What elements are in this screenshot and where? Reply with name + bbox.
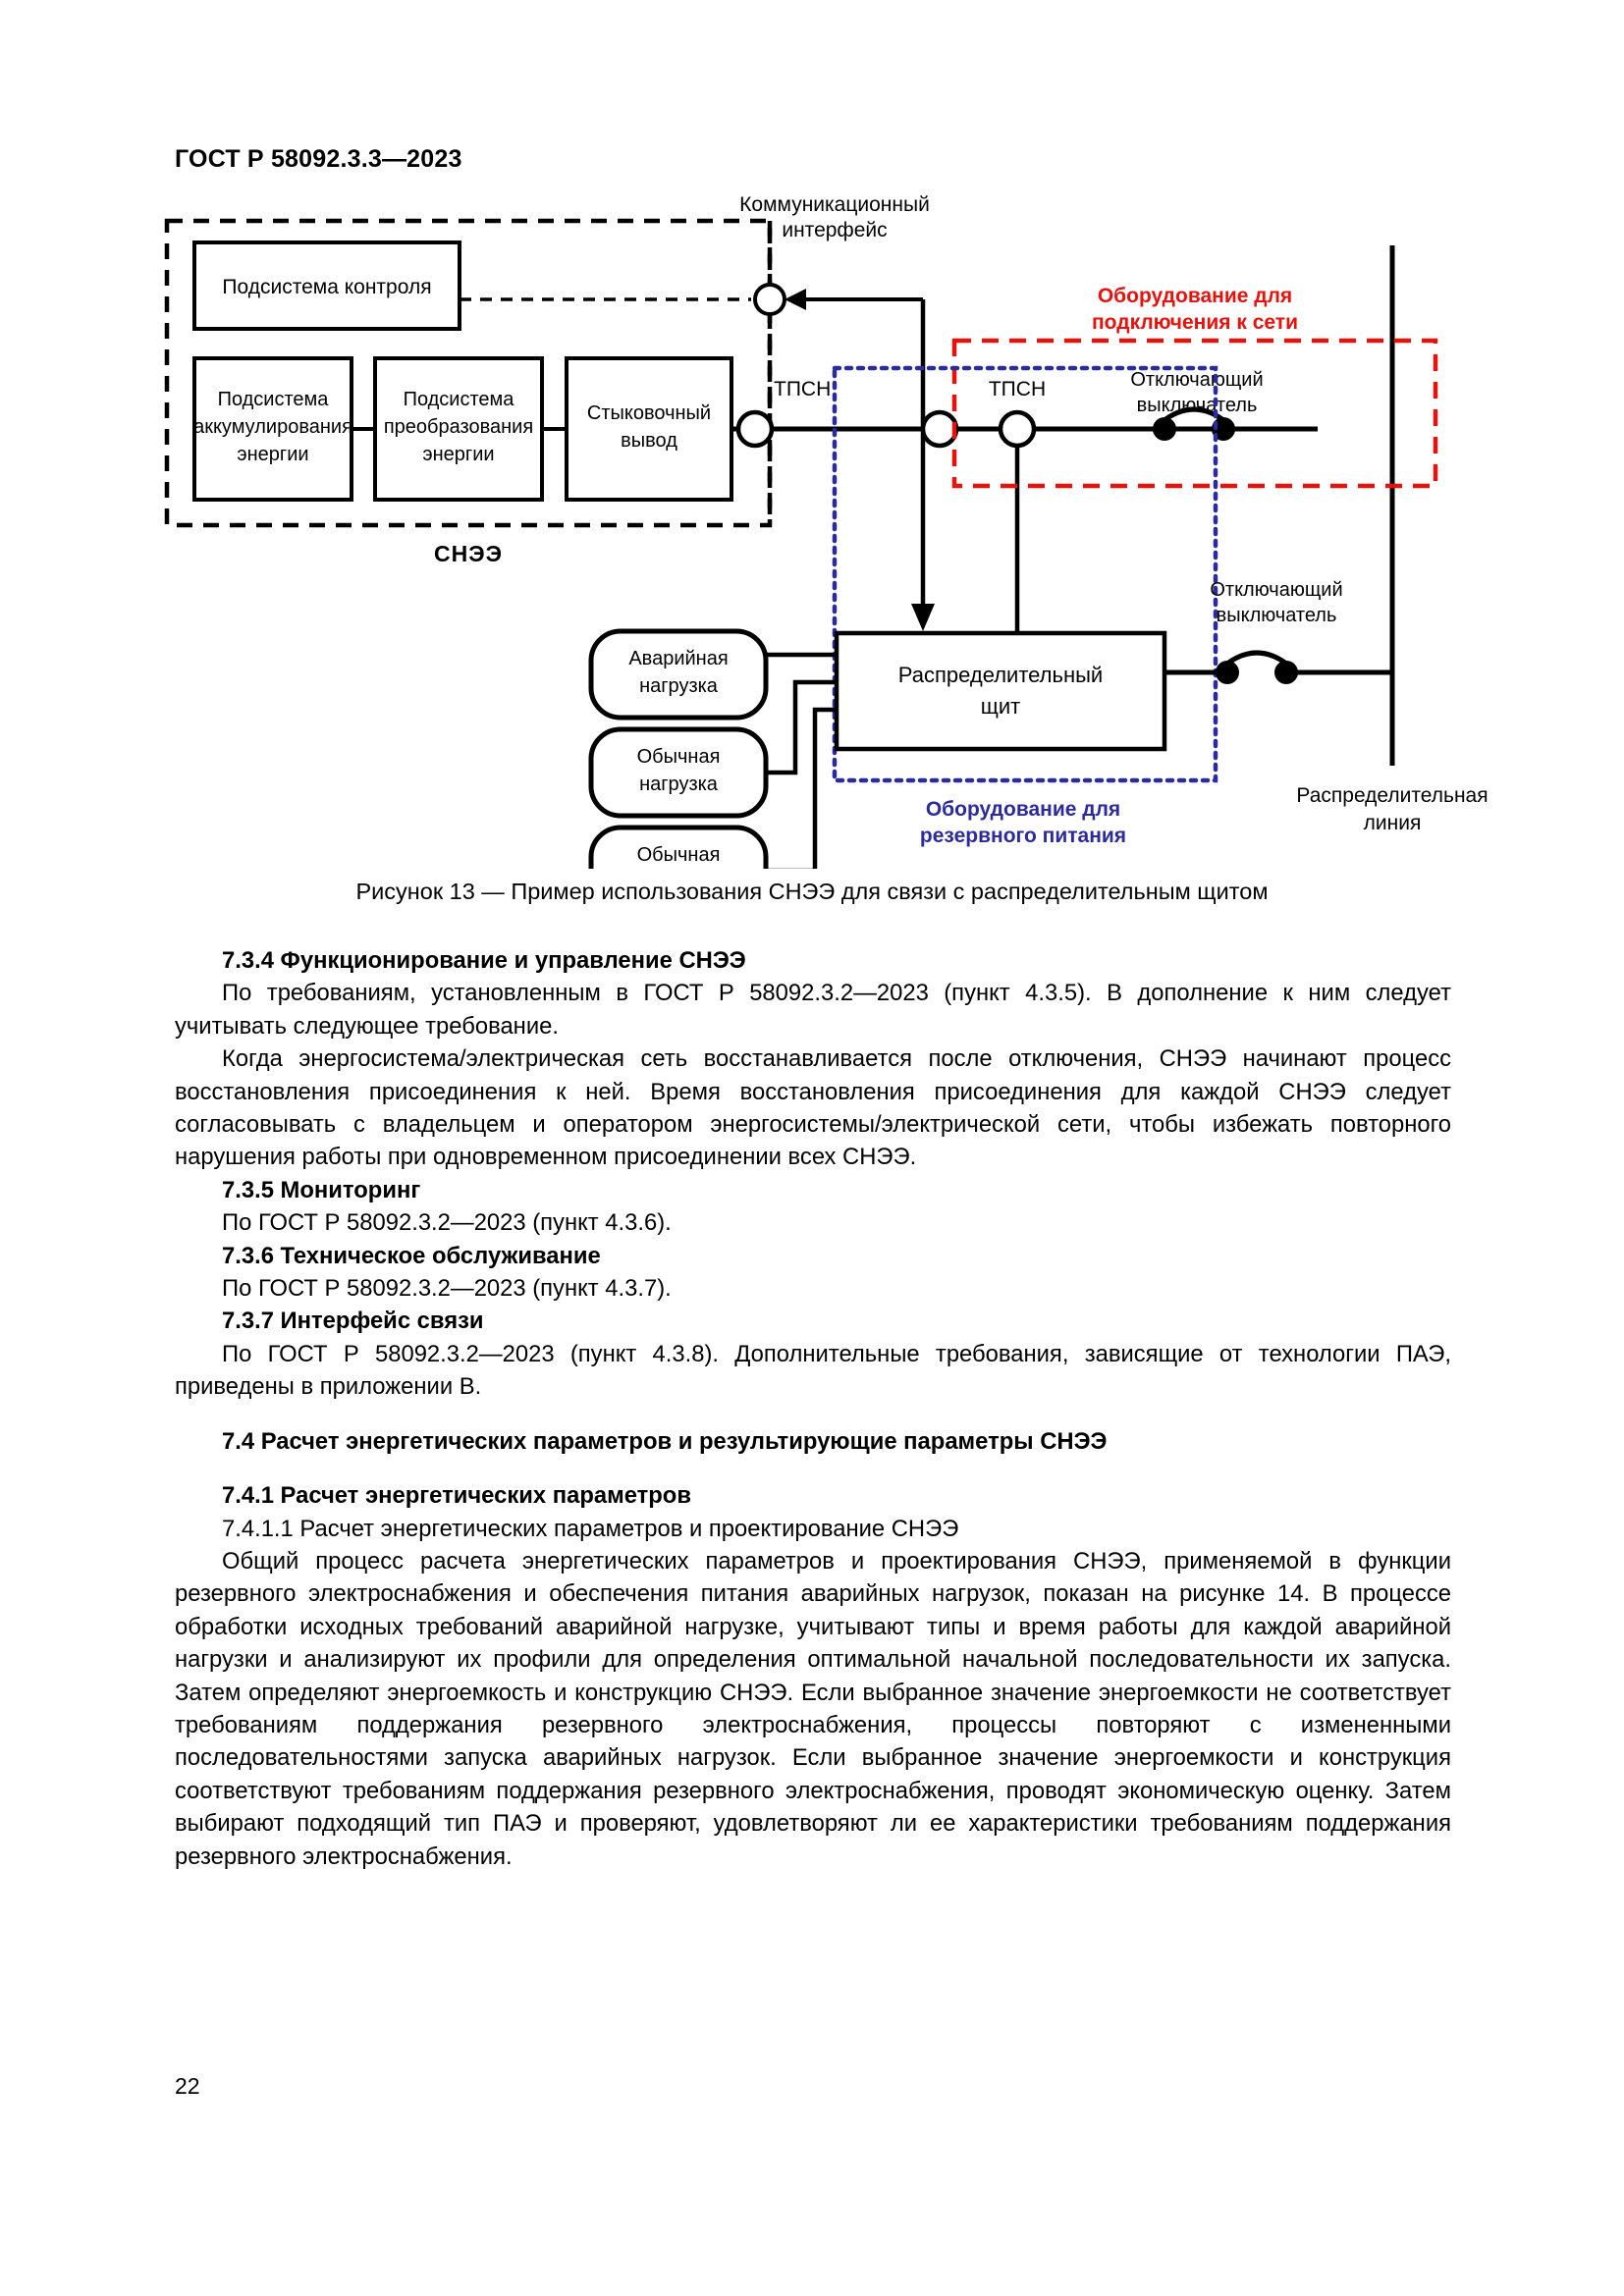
paragraph-7-4-1-1-body: Общий процесс расчета энергетических параметров и проектирования СНЭЭ, применяемой в функции резервного электроснабжения и обеспечения питания аварийных нагрузок, показан на рисунке 14. В процессе обработки исходных требований аварийной нагрузке, учитывают типы и время работы для каждой аварийной нагрузки и анализируют их профили для определения оптимальной начальной последовательности их запуска. Затем определяют энергоемкость и конструкцию СНЭЭ. Если выбранное значение энергоемкости не соответствует требованиям поддержания резервного электроснабжения, процессы повторяют с измененными последовательностями запуска аварийных нагрузок. Если выбранное значение энергоемкости и конструкция соответствуют требованиям поддержания резервного электроснабжения, проводят экономическую оценку. Затем выбирают подходящий тип ПАЭ и проверяют, удовлетворяют ли ее характеристики требованиям поддержания резервного электроснабжения. (175, 1547, 1451, 1870)
interface-output-label-l1: Стыковочный (586, 402, 712, 424)
figure-13-caption: Рисунок 13 — Пример использования СНЭЭ для связи с распределительным щитом (355, 879, 1269, 904)
storage-subsystem-label-l3: энергии (237, 444, 309, 465)
comm-interface-node-icon (755, 285, 785, 314)
tpsn-left-label: ТПСН (774, 378, 832, 400)
conversion-subsystem-label-l3: энергии (422, 444, 495, 465)
paragraph-7-3-6: По ГОСТ Р 58092.3.2—2023 (пункт 4.3.7). (222, 1275, 672, 1303)
comm-arrow-left-icon (785, 289, 806, 310)
heading-7-4: 7.4 Расчет энергетических параметров и результирующие параметры СНЭЭ (222, 1427, 1108, 1455)
paragraph-7-3-4-1: По требованиям, установленным в ГОСТ Р 58092.3.2—2023 (пункт 4.3.5). В дополнение к ним следует учитывать следующее требование. (175, 980, 1451, 1040)
emergency-load-box (591, 631, 766, 718)
figure-13-diagram (147, 191, 1542, 869)
normal-load-2-label-l1: Обычная (636, 844, 721, 866)
page-header-standard-number: ГОСТ Р 58092.3.3—2023 (175, 145, 462, 173)
backup-power-equipment-label-l1: Оборудование для (925, 798, 1121, 821)
tpsn-left-node-icon (738, 412, 772, 446)
conversion-subsystem-label-l1: Подсистема (403, 389, 514, 410)
disconnect-switch-bottom-label-l2: выключатель (1216, 605, 1337, 626)
disconnect-switch-top-label-l2: выключатель (1136, 395, 1258, 416)
bus-node-middle-icon (923, 412, 956, 446)
control-subsystem-label: Подсистема контроля (222, 276, 432, 298)
normal-load-1-label-l2: нагрузка (639, 774, 718, 795)
heading-7-3-7: 7.3.7 Интерфейс связи (222, 1308, 484, 1335)
normal-load-1-box (591, 729, 766, 816)
interface-output-box (567, 358, 731, 500)
backup-power-equipment-label-l2: резервного питания (919, 825, 1127, 847)
storage-subsystem-label-l2: аккумулирования (193, 416, 352, 438)
distribution-board-label-l1: Распределительный (897, 663, 1104, 687)
comm-interface-label-l2: интерфейс (782, 219, 888, 241)
tpsn-right-label: ТПСН (988, 378, 1047, 400)
snee-to-board-arrow-icon (911, 604, 935, 631)
distribution-board-box (837, 633, 1164, 749)
normal-load-2-wire (766, 710, 837, 869)
heading-7-4-1: 7.4.1 Расчет энергетических параметров (222, 1482, 691, 1510)
emergency-load-label-l2: нагрузка (639, 675, 718, 697)
document-body (175, 944, 1451, 1873)
interface-output-label-l2: вывод (621, 430, 677, 452)
distribution-line-label-l1: Распределительная (1296, 784, 1489, 807)
distribution-board-label-l2: щит (980, 694, 1021, 719)
emergency-load-label-l1: Аварийная (628, 648, 729, 669)
grid-connection-equipment-label-l2: подключения к сети (1092, 311, 1298, 334)
snee-label: СНЭЭ (434, 541, 503, 566)
tpsn-right-node-icon (1001, 412, 1034, 446)
distribution-line-label-l2: линия (1363, 812, 1422, 834)
paragraph-7-3-7: По ГОСТ Р 58092.3.2—2023 (пункт 4.3.8). Дополнительные требования, зависящие от технологии ПАЭ, приведены в приложении В. (175, 1340, 1451, 1401)
heading-7-3-4: 7.3.4 Функционирование и управление СНЭЭ (222, 947, 746, 974)
paragraph-7-4-1-1-title: 7.4.1.1 Расчет энергетических параметров и проектирование СНЭЭ (222, 1515, 959, 1542)
comm-interface-label-l1: Коммуникационный (739, 193, 930, 216)
conversion-subsystem-label-l2: преобразования (383, 416, 534, 438)
disconnect-switch-bottom-label-l1: Отключающий (1210, 579, 1343, 601)
normal-load-1-label-l1: Обычная (636, 746, 721, 768)
storage-subsystem-label-l1: Подсистема (217, 389, 329, 410)
disconnect-switch-top-label-l1: Отключающий (1130, 369, 1264, 391)
grid-connection-equipment-label-l1: Оборудование для (1097, 285, 1293, 307)
paragraph-7-3-4-2: Когда энергосистема/электрическая сеть восстанавливается после отключения, СНЭЭ начинают процесс восстановления присоединения к ней. Время восстановления присоединения для каждой СНЭЭ следует согласовывать с владельцем и оператором энергосистемы/электрической сети, чтобы избежать повторного нарушения работы при одновременном присоединении всех СНЭЭ. (175, 1045, 1451, 1171)
normal-load-1-wire (766, 682, 837, 773)
page-number: 22 (175, 2073, 200, 2099)
heading-7-3-6: 7.3.6 Техническое обслуживание (222, 1242, 601, 1269)
heading-7-3-5: 7.3.5 Мониторинг (222, 1176, 421, 1203)
paragraph-7-3-5: По ГОСТ Р 58092.3.2—2023 (пункт 4.3.6). (222, 1209, 672, 1237)
